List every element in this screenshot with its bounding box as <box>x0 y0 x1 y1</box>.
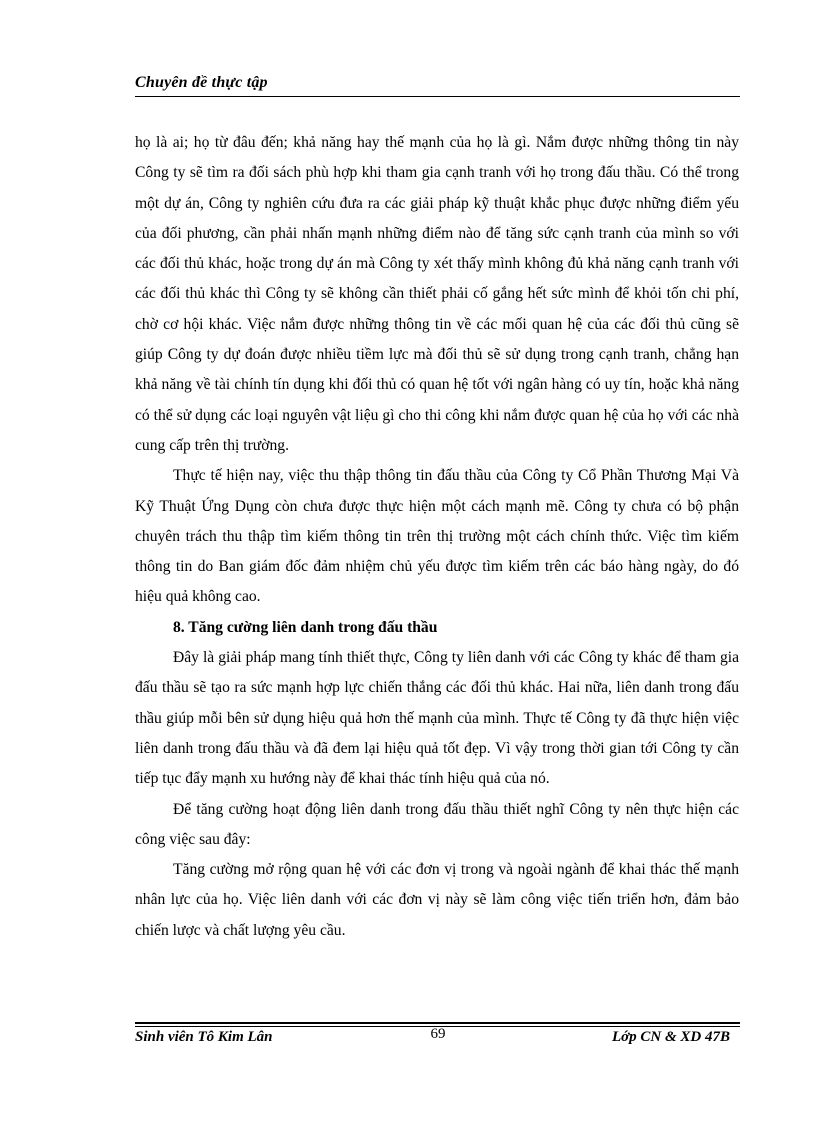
footer-divider-thick <box>135 1022 740 1024</box>
section-heading: 8. Tăng cường liên danh trong đấu thầu <box>173 618 438 636</box>
page-header-title: Chuyên đề thực tập <box>135 74 268 91</box>
body-paragraph: Thực tế hiện nay, việc thu thập thông tin đấu thầu của Công ty Cổ Phần Thương Mại Và Kỹ Thuật Ứng Dụng còn chưa được thực hiện một cách mạnh mẽ. Công ty chưa có bộ phận chuyên trách thu thập tìm kiếm thông tin trên thị trường một cách chính thức. Việc tìm kiếm thông tin do Ban giám đốc đảm nhiệm chủ yếu được tìm kiếm trên các báo hàng ngày, do đó hiệu quả không cao. <box>135 467 739 606</box>
footer-student-name: Sinh viên Tô Kim Lân <box>135 1029 273 1045</box>
body-paragraph: Để tăng cường hoạt động liên danh trong đấu thầu thiết nghĩ Công ty nên thực hiện các công việc sau đây: <box>135 800 739 848</box>
header-divider <box>135 96 740 97</box>
page-number: 69 <box>430 1026 446 1042</box>
footer-class-label: Lớp CN & XD 47B <box>611 1029 730 1045</box>
body-paragraph: Đây là giải pháp mang tính thiết thực, Công ty liên danh với các Công ty khác để tham gia đấu thầu sẽ tạo ra sức mạnh hợp lực chiến thắng các đối thủ khác. Hai nữa, liên danh trong đấu thầu giúp mỗi bên sử dụng hiệu quả hơn thế mạnh của mình. Thực tế Công ty đã thực hiện việc liên danh trong đấu thầu và đã đem lại hiệu quả tốt đẹp. Vì vậy trong thời gian tới Công ty cần tiếp tục đẩy mạnh xu hướng này để khai thác tính hiệu quả của nó. <box>135 649 739 788</box>
body-paragraph: họ là ai; họ từ đâu đến; khả năng hay thế mạnh của họ là gì. Nắm được những thông tin này Công ty sẽ tìm ra đối sách phù hợp khi tham gia cạnh tranh với họ trong đấu thầu. Có thể trong một dự án, Công ty nghiên cứu đưa ra các giải pháp kỹ thuật khắc phục được những điểm yếu của đối phương, cần phải nhấn mạnh những điểm nào để tăng sức cạnh tranh của mình so với các đối thủ khác, hoặc trong dự án mà Công ty xét thấy mình không đủ khả năng cạnh tranh với các đối thủ khác thì Công ty sẽ không cần thiết phải cố gắng hết sức mình để khỏi tốn chi phí, chờ cơ hội khác. Việc nắm được những thông tin về các mối quan hệ của các đối thủ cũng sẽ giúp Công ty dự đoán được nhiều tiềm lực mà đối thủ sẽ sử dụng trong cạnh tranh, chẳng hạn khả năng về tài chính tín dụng khi đối thủ có quan hệ tốt với ngân hàng có uy tín, hoặc khả năng có thể sử dụng các loại nguyên vật liệu gì cho thi công khi nắm được quan hệ của họ với các nhà cung cấp trên thị trường. <box>135 134 739 454</box>
document-body <box>135 128 739 946</box>
body-paragraph: Tăng cường mở rộng quan hệ với các đơn vị trong và ngoài ngành để khai thác thế mạnh nhân lực của họ. Việc liên danh với các đơn vị này sẽ làm công việc tiến triển hơn, đảm bảo chiến lược và chất lượng yêu cầu. <box>135 861 739 939</box>
